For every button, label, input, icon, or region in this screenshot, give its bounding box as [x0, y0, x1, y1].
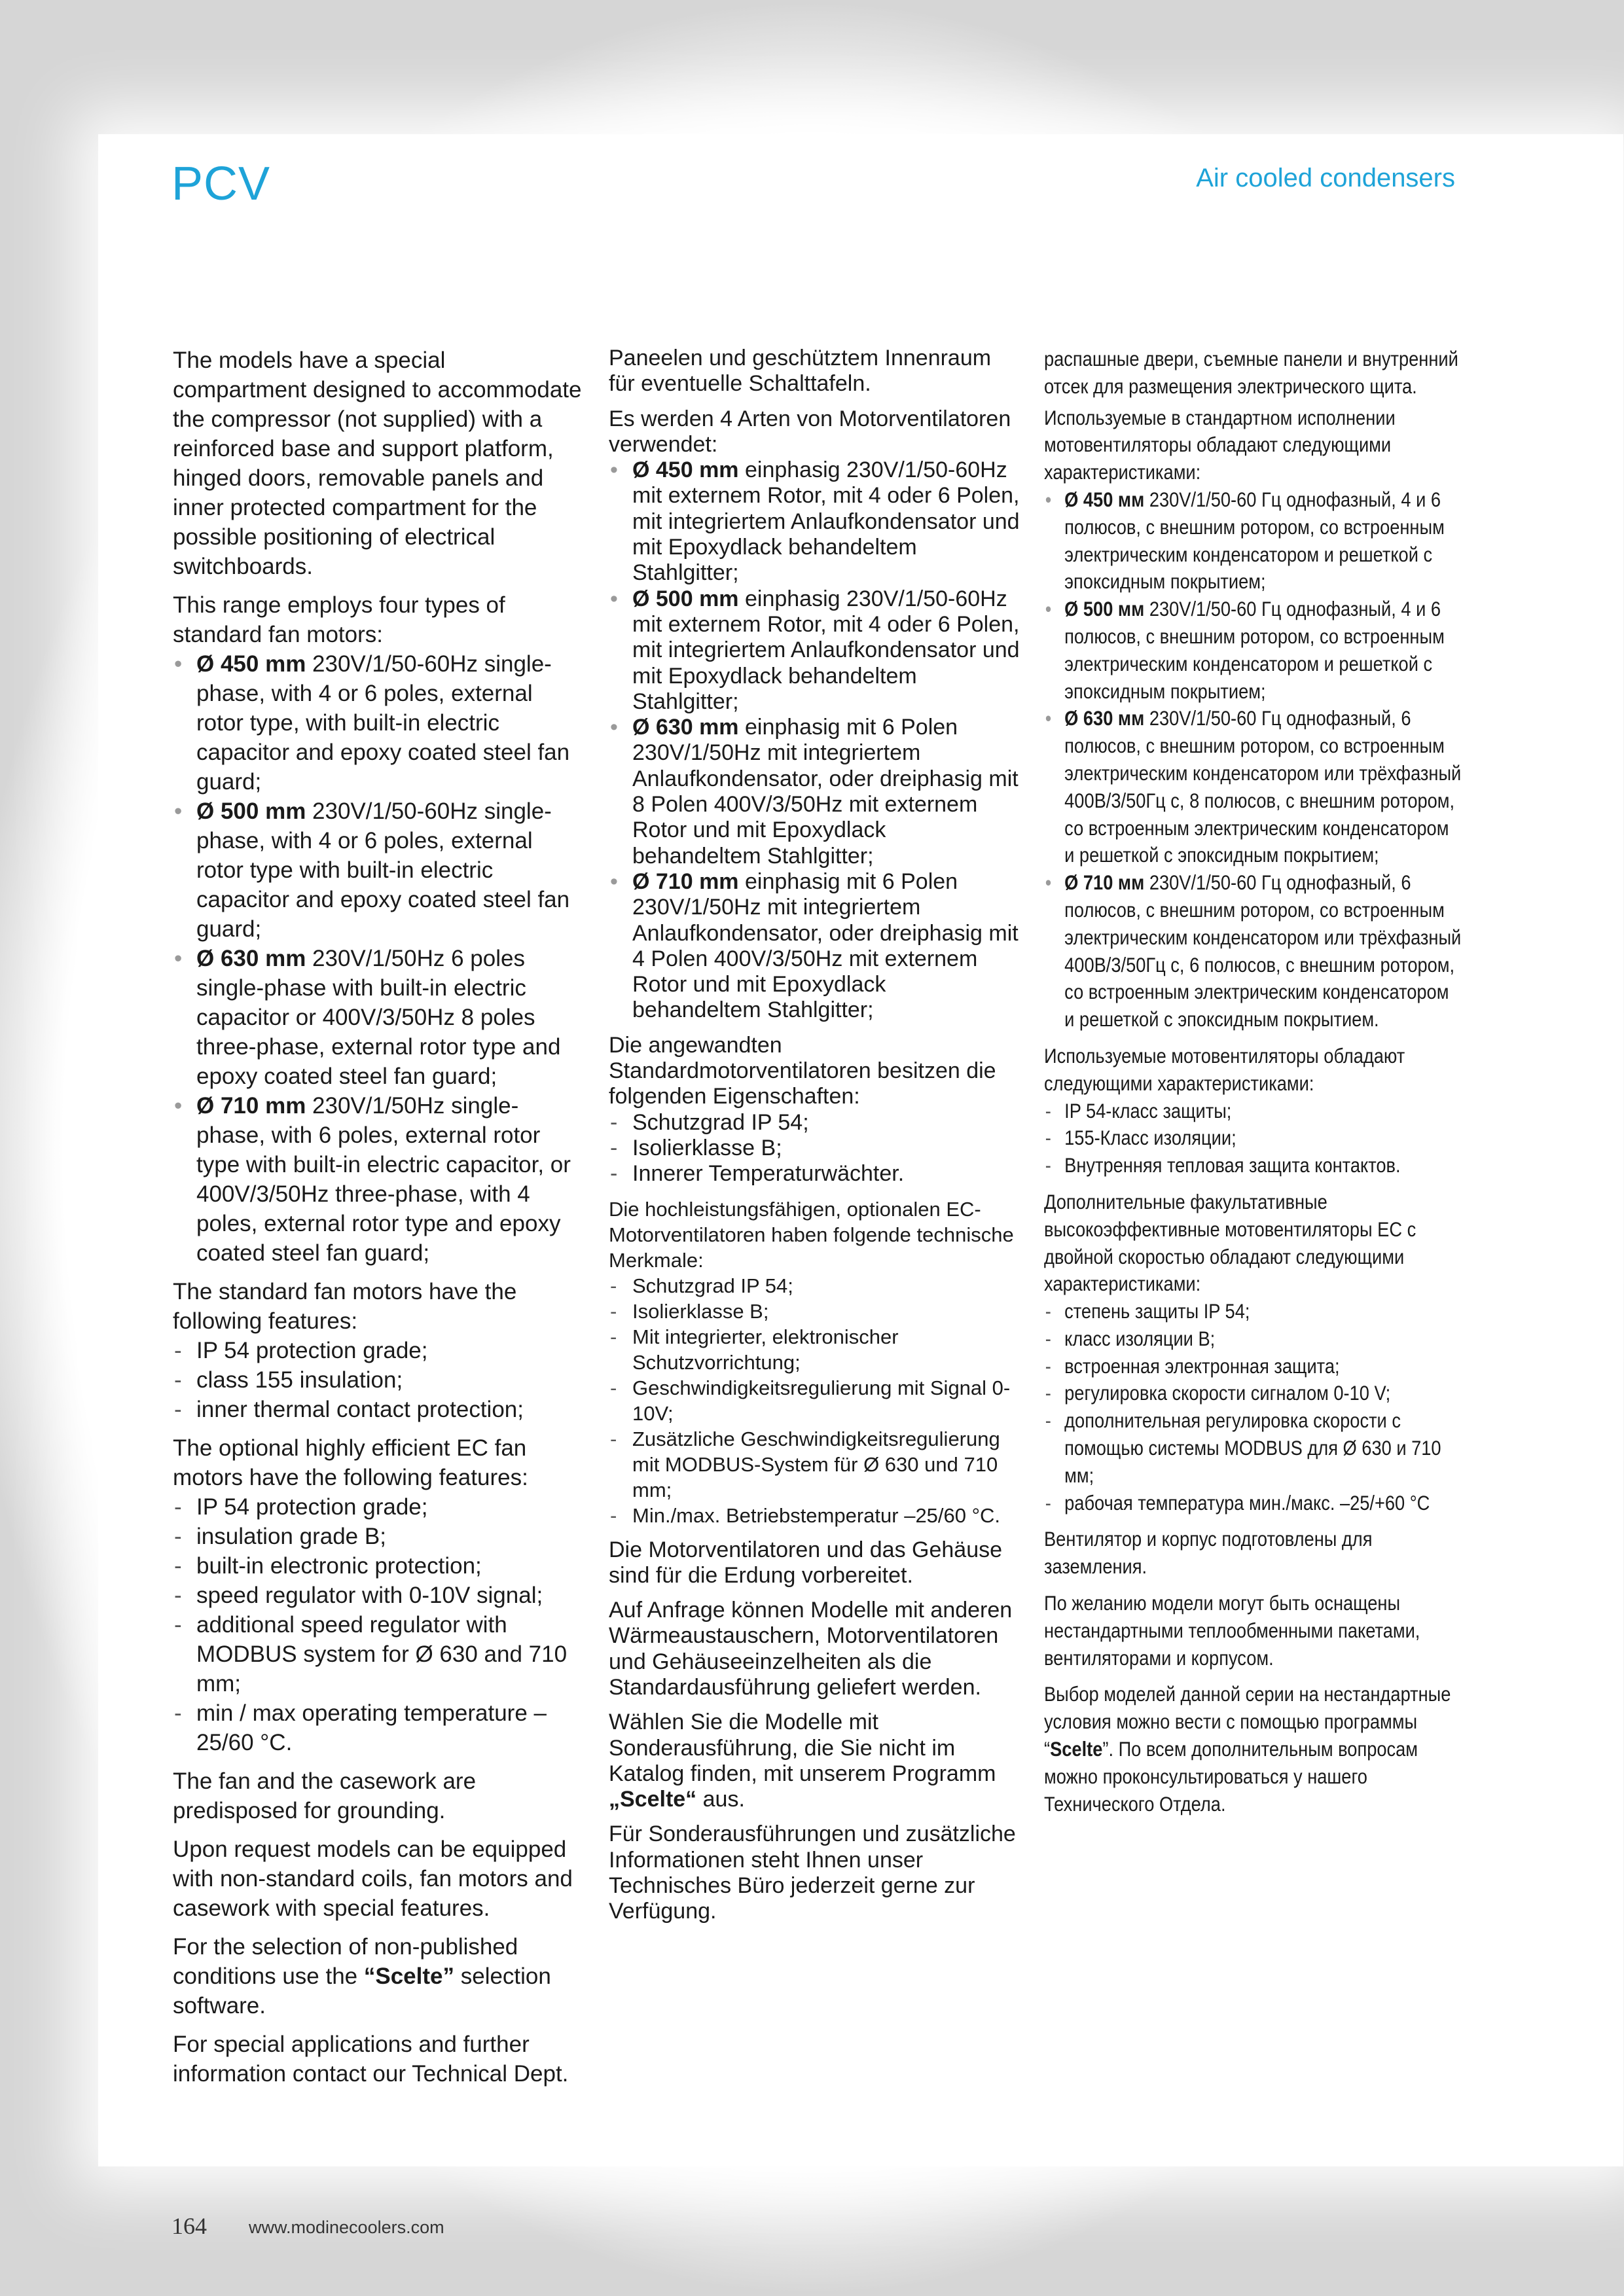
paragraph: Paneelen und geschütztem Innenraum für eventuelle Schalttafeln.: [609, 346, 992, 397]
list-item: - inner thermal contact protection;: [173, 1395, 584, 1424]
paragraph: This range employs four types of standard fan motors:: [173, 592, 505, 647]
list-item: [1044, 869, 1463, 1033]
page-title: PCV: [171, 158, 271, 210]
list-item: - рабочая температура мин./макс. –25/+60 °C: [1044, 1490, 1463, 1517]
list-item: - дополнительная регулировка скорости с помощью системы MODBUS для Ø 630 и 710 мм;: [1044, 1407, 1463, 1489]
fan-motor-list: [1044, 486, 1463, 1033]
text: ”. По всем дополнительным вопросам можно проконсультироваться у нашего Технического Отдела.: [1044, 1737, 1418, 1816]
paragraph: Für Sonderausführungen und zusätzliche Informationen steht Ihnen unser Technisches Büro jederzeit gerne zur Verfügung.: [609, 1821, 1016, 1924]
paragraph: Используемые в стандартном исполнении мотовентиляторы обладают следующими характеристиками:: [1044, 405, 1396, 484]
paragraph: распашные двери, съемные панели и внутренний отсек для размещения электрического щита.: [1044, 347, 1458, 398]
list-item: - Isolierklasse B;: [609, 1136, 1020, 1161]
list-item: - built-in electronic protection;: [173, 1551, 584, 1581]
paragraph: The standard fan motors have the following features:: [173, 1279, 517, 1334]
list-item: [1044, 705, 1463, 869]
list-item: [609, 457, 1020, 586]
paragraph: Die angewandten Standardmotorventilatoren besitzen die folgenden Eigenschaften:: [609, 1032, 996, 1109]
standard-features-list: [1044, 1098, 1463, 1179]
motor-size: Ø 450 mm: [632, 457, 739, 483]
paragraph: [1044, 1681, 1463, 1818]
motor-size: Ø 450 мм: [1064, 487, 1145, 511]
motor-desc: 230V/1/50-60 Гц однофазный, 4 и 6 полюсов, с внешним ротором, со встроенным электрическим конденсатором и решеткой с эпоксидным покрытием;: [1064, 597, 1445, 703]
text: For the selection of non-published conditions use the: [173, 1934, 518, 1989]
paragraph: Дополнительные факультативные высокоэффективные мотовентиляторы EC с двойной скоростью обладают следующими характеристиками:: [1044, 1189, 1416, 1296]
text: Выбор моделей данной серии на нестандартные условия можно вести с помощью программы “: [1044, 1682, 1451, 1761]
software-name: „Scelte“: [609, 1787, 697, 1812]
list-item: - Min./max. Betriebstemperatur –25/60 °C.: [609, 1503, 1020, 1528]
list-item: [173, 944, 584, 1091]
fan-motor-list: [173, 649, 584, 1268]
list-item: - Isolierklasse B;: [609, 1299, 1020, 1324]
list-item: [173, 649, 584, 797]
motor-size: Ø 450 mm: [196, 651, 306, 677]
list-item: - Schutzgrad IP 54;: [609, 1273, 1020, 1299]
list-item: - встроенная электронная защита;: [1044, 1353, 1463, 1380]
paragraph: [609, 1710, 1020, 1812]
section-title: Air cooled condensers: [1196, 164, 1455, 192]
motor-desc: 230V/1/50Hz single-phase, with 6 poles, external rotor type with built-in electric capacitor, or 400V/3/50Hz three-phase, with 4 poles, external rotor type and epoxy coated steel fan guard;: [196, 1093, 571, 1266]
list-item: - additional speed regulator with MODBUS system for Ø 630 and 710 mm;: [173, 1610, 584, 1698]
paragraph: The optional highly efficient EC fan motors have the following features:: [173, 1435, 528, 1490]
list-item: - Schutzgrad IP 54;: [609, 1110, 1020, 1136]
website-url: www.modinecoolers.com: [249, 2217, 444, 2237]
list-item: [609, 586, 1020, 715]
list-item: - Zusätzliche Geschwindigkeitsregulierung mit MODBUS-System für Ø 630 und 710 mm;: [609, 1426, 1020, 1503]
standard-features-list: [173, 1336, 584, 1424]
list-item: - Innerer Temperaturwächter.: [609, 1161, 1020, 1187]
paragraph: Используемые мотовентиляторы обладают следующими характеристиками:: [1044, 1043, 1405, 1095]
motor-size: Ø 500 mm: [196, 798, 306, 824]
list-item: [173, 1091, 584, 1268]
list-item: - IP 54 protection grade;: [173, 1492, 584, 1522]
text: Wählen Sie die Modelle mit Sonderausführung, die Sie nicht im Katalog finden, mit unserem Programm: [609, 1710, 996, 1786]
paragraph: Auf Anfrage können Modelle mit anderen Wärmeaustauschern, Motorventilatoren und Gehäuseeinzelheiten als die Standardausführung geliefert werden.: [609, 1598, 1013, 1700]
list-item: - степень защиты IP 54;: [1044, 1298, 1463, 1325]
motor-size: Ø 630 mm: [196, 946, 306, 971]
list-item: - speed regulator with 0-10V signal;: [173, 1581, 584, 1610]
ec-features-list: [1044, 1298, 1463, 1516]
german-column: [609, 346, 1020, 1934]
motor-size: Ø 500 мм: [1064, 597, 1145, 621]
paragraph: Die Motorventilatoren und das Gehäuse sind für die Erdung vorbereitet.: [609, 1537, 1003, 1588]
motor-desc: einphasig mit 6 Polen 230V/1/50Hz mit integriertem Anlaufkondensator, oder dreiphasig mit 8 Polen 400V/3/50Hz mit externem Rotor und mit Epoxydlack behandeltem Stahlgitter;: [632, 715, 1019, 869]
paragraph: For special applications and further information contact our Technical Dept.: [173, 2032, 569, 2087]
text: selection software.: [173, 1964, 551, 2018]
software-name: Scelte: [1050, 1737, 1103, 1761]
list-item: - Geschwindigkeitsregulierung mit Signal 0-10V;: [609, 1375, 1020, 1426]
list-item: - 155-Класс изоляции;: [1044, 1124, 1463, 1152]
motor-size: Ø 710 мм: [1064, 870, 1145, 895]
list-item: [609, 715, 1020, 869]
paragraph: [173, 1932, 584, 2020]
page-number: 164: [171, 2213, 207, 2239]
software-name: “Scelte”: [363, 1964, 454, 1989]
list-item: [1044, 596, 1463, 705]
motor-desc: 230V/1/50Hz 6 poles single-phase with built-in electric capacitor or 400V/3/50Hz 8 poles three-phase, external rotor type and epoxy coated steel fan guard;: [196, 946, 561, 1089]
paragraph: The fan and the casework are predisposed for grounding.: [173, 1768, 477, 1823]
paragraph: Вентилятор и корпус подготовлены для заземления.: [1044, 1527, 1373, 1579]
paragraph: По желанию модели могут быть оснащены нестандартными теплообменными пакетами, вентиляторами и корпусом.: [1044, 1591, 1420, 1670]
text: aus.: [696, 1787, 745, 1812]
list-item: - class 155 insulation;: [173, 1365, 584, 1395]
list-item: - Mit integrierter, elektronischer Schutzvorrichtung;: [609, 1324, 1020, 1375]
list-item: - регулировка скорости сигналом 0-10 V;: [1044, 1380, 1463, 1407]
list-item: - insulation grade B;: [173, 1522, 584, 1551]
list-item: - IP 54 protection grade;: [173, 1336, 584, 1365]
paragraph: Die hochleistungsfähigen, optionalen EC-Motorventilatoren haben folgende technische Merkmale:: [609, 1197, 1014, 1272]
list-item: [173, 797, 584, 944]
motor-desc: einphasig 230V/1/50-60Hz mit externem Rotor, mit 4 oder 6 Polen, mit integriertem Anlaufkondensator und mit Epoxydlack behandeltem Stahlgitter;: [632, 586, 1020, 714]
motor-size: Ø 500 mm: [632, 586, 739, 611]
list-item: - min / max operating temperature –25/60 °C.: [173, 1698, 584, 1757]
motor-size: Ø 630 mm: [632, 715, 739, 740]
motor-desc: einphasig mit 6 Polen 230V/1/50Hz mit integriertem Anlaufkondensator, oder dreiphasig mit 4 Polen 400V/3/50Hz mit externem Rotor und mit Epoxydlack behandeltem Stahlgitter;: [632, 869, 1019, 1023]
ec-features-list: [609, 1273, 1020, 1528]
motor-desc: 230V/1/50-60Hz single-phase, with 4 or 6 poles, external rotor type with built-in electric capacitor and epoxy coated steel fan guard;: [196, 798, 570, 942]
list-item: - класс изоляции B;: [1044, 1325, 1463, 1353]
english-column: [173, 346, 584, 2098]
paragraph: Es werden 4 Arten von Motorventilatoren verwendet:: [609, 406, 1011, 457]
paragraph: Upon request models can be equipped with non-standard coils, fan motors and casework with special features.: [173, 1837, 573, 1921]
paragraph: The models have a special compartment designed to accommodate the compressor (not supplied) with a reinforced base and support platform, hinged doors, removable panels and inner protected compartment for the possible positioning of electrical switchboards.: [173, 348, 582, 579]
motor-size: Ø 710 mm: [632, 869, 739, 894]
list-item: - IP 54-класс защиты;: [1044, 1098, 1463, 1125]
list-item: [609, 869, 1020, 1024]
ec-features-list: [173, 1492, 584, 1757]
list-item: [1044, 486, 1463, 596]
motor-size: Ø 710 mm: [196, 1093, 306, 1119]
motor-desc: 230V/1/50-60 Гц однофазный, 6 полюсов, с внешним ротором, со встроенным электрическим конденсатором или трёхфазный 400В/3/50Гц с, 6 полюсов, с внешним ротором, со встроенным электрическим конденсатором и решеткой с эпоксидным покрытием.: [1064, 870, 1462, 1031]
motor-desc: 230V/1/50-60 Гц однофазный, 4 и 6 полюсов, с внешним ротором, со встроенным электрическим конденсатором и решеткой с эпоксидным покрытием;: [1064, 487, 1445, 594]
russian-column: [1044, 346, 1463, 1827]
fan-motor-list: [609, 457, 1020, 1024]
motor-desc: 230V/1/50-60 Гц однофазный, 6 полюсов, с внешним ротором, со встроенным электрическим конденсатором или трёхфазный 400В/3/50Гц с, 8 полюсов, с внешним ротором, со встроенным электрическим конденсатором и решеткой с эпоксидным покрытием;: [1064, 706, 1462, 867]
motor-size: Ø 630 мм: [1064, 706, 1145, 730]
motor-desc: 230V/1/50-60Hz single-phase, with 4 or 6 poles, external rotor type, with built-in electric capacitor and epoxy coated steel fan guard;: [196, 651, 570, 795]
list-item: - Внутренняя тепловая защита контактов.: [1044, 1152, 1463, 1179]
motor-desc: einphasig 230V/1/50-60Hz mit externem Rotor, mit 4 oder 6 Polen, mit integriertem Anlaufkondensator und mit Epoxydlack behandeltem Stahlgitter;: [632, 457, 1020, 586]
standard-features-list: [609, 1110, 1020, 1187]
